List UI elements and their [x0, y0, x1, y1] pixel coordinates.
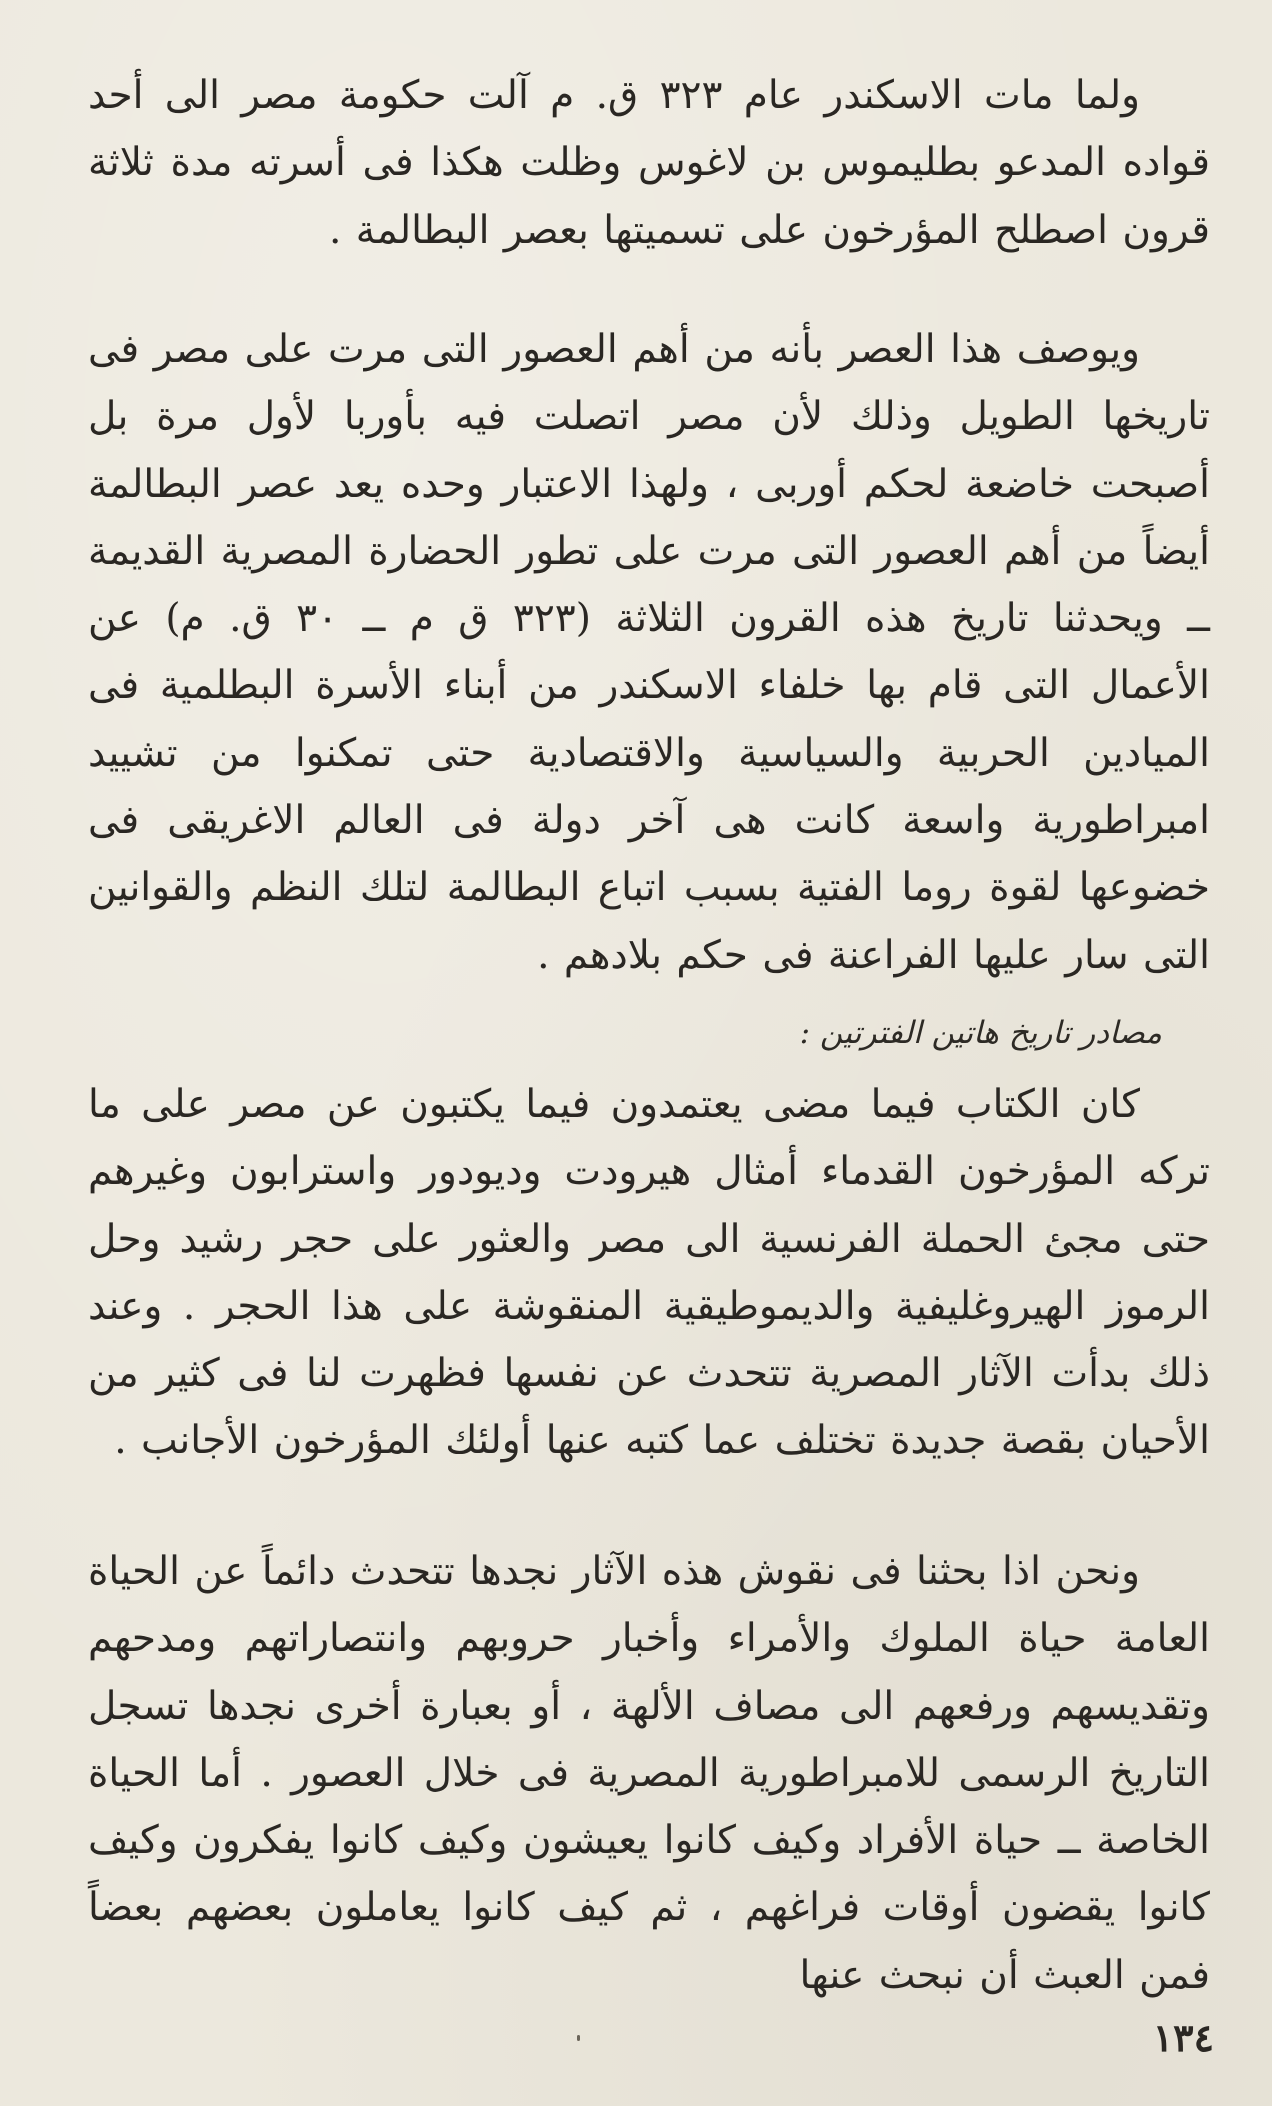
- paragraph-ptolemaic-succession: [88, 62, 1210, 264]
- paragraph-text: ويوصف هذا العصر بأنه من أهم العصور التى مرت على مصر فى تاريخها الطويل وذلك لأن مصر اتصلت فيه بأوربا لأول مرة بل أصبحت خاضعة لحكم أوربى ، ولهذا الاعتبار وحده يعد عصر البطالمة أيضاً من أهم العصور التى مرت على تطور الحضارة المصرية القديمة ــ ويحدثنا تاريخ هذه القرون الثلاثة (٣٢٣ ق م ــ ٣٠ ق. م) عن الأعمال التى قام بها خلفاء الاسكندر من أبناء الأسرة البطلمية فى الميادين الحربية والسياسية والاقتصادية حتى تمكنوا من تشييد امبراطورية واسعة كانت هى آخر دولة فى العالم الاغريقى فى خضوعها لقوة روما الفتية بسبب اتباع البطالمة لتلك النظم والقوانين التى سار عليها الفراعنة فى حكم بلادهم .: [88, 327, 1210, 978]
- paragraph-inscriptions: [88, 1538, 1210, 2009]
- paragraph-ptolemaic-era: [88, 316, 1210, 989]
- section-heading: مصادر تاريخ هاتين الفترتين :: [799, 1015, 1162, 1051]
- paragraph-text: ونحن اذا بحثنا فى نقوش هذه الآثار نجدها تتحدث دائماً عن الحياة العامة حياة الملوك والأمراء وأخبار حروبهم وانتصاراتهم ومدحهم وتقديسهم ورفعهم الى مصاف الألهة ، أو بعبارة أخرى نجدها تسجل التاريخ الرسمى للامبراطورية المصرية فى خلال العصور . أما الحياة الخاصة ــ حياة الأفراد وكيف كانوا يعيشون وكيف كانوا يفكرون وكيف كانوا يقضون أوقات فراغهم ، ثم كيف كانوا يعاملون بعضهم بعضاً فمن العبث أن نبحث عنها: [88, 1549, 1210, 1998]
- page-number: ١٣٤: [1152, 2015, 1214, 2060]
- paragraph-text: ولما مات الاسكندر عام ٣٢٣ ق. م آلت حكومة مصر الى أحد قواده المدعو بطليموس بن لاغوس وظلت هكذا فى أسرته مدة ثلاثة قرون اصطلح المؤرخون على تسميتها بعصر البطالمة .: [88, 73, 1210, 253]
- paper-speck: [577, 2035, 580, 2041]
- paragraph-historical-sources: [88, 1071, 1210, 1475]
- paragraph-text: كان الكتاب فيما مضى يعتمدون فيما يكتبون عن مصر على ما تركه المؤرخون القدماء أمثال هيرودت وديودور واسترابون وغيرهم حتى مجئ الحملة الفرنسية الى مصر والعثور على حجر رشيد وحل الرموز الهيروغليفية والديموطيقية المنقوشة على هذا الحجر . وعند ذلك بدأت الآثار المصرية تتحدث عن نفسها فظهرت لنا فى كثير من الأحيان بقصة جديدة تختلف عما كتبه عنها أولئك المؤرخون الأجانب .: [88, 1082, 1210, 1464]
